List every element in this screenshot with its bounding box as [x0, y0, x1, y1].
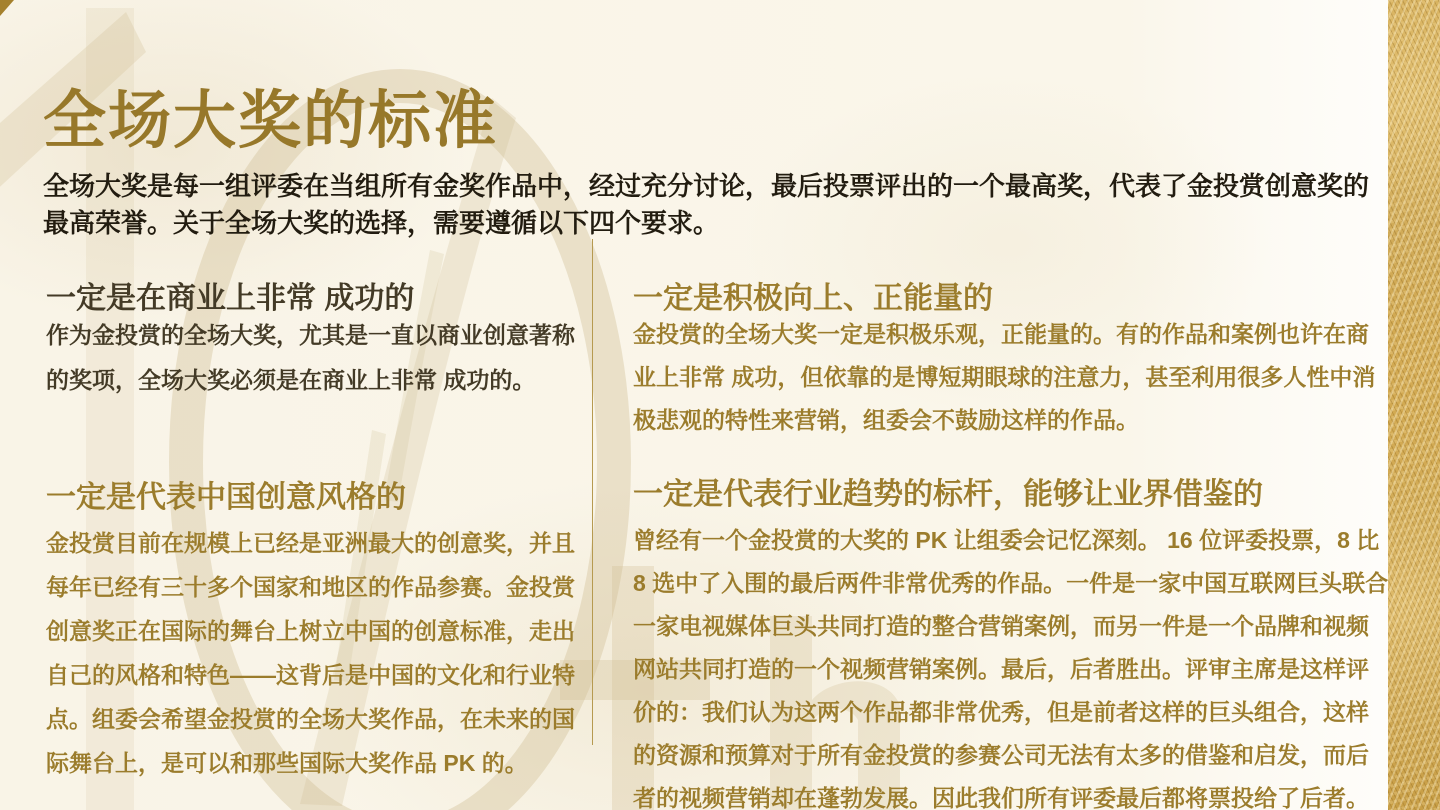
section-heading-industry-trend-benchmark: 一定是代表行业趋势的标杆，能够让业界借鉴的 [633, 477, 1263, 511]
section-body-positive-energy: 金投赏的全场大奖一定是积极乐观，正能量的。有的作品和案例也许在商业上非常 成功，但依靠的是博短期眼球的注意力，甚至利用很多人性中消极悲观的特性来营销，组委会不鼓励这样的作品。 [633, 321, 1376, 433]
section-body-commercial-success: 作为金投赏的全场大奖，尤其是一直以商业创意著称的奖项，全场大奖必须是在商业上非常 成功的。 [46, 322, 575, 393]
intro-paragraph: 全场大奖是每一组评委在当组所有金奖作品中，经过充分讨论，最后投票评出的一个最高奖，代表了金投赏创意奖的最高荣誉。关于全场大奖的选择，需要遵循以下四个要求。 [43, 171, 1370, 238]
corner-accent [0, 0, 14, 16]
section-body-chinese-creative-style: 金投赏目前在规模上已经是亚洲最大的创意奖，并且每年已经有三十多个国家和地区的作品参赛。金投赏创意奖正在国际的舞台上树立中国的创意标准，走出自己的风格和特色——这背后是中国的文化和行业特点。组委会希望金投赏的全场大奖作品，在未来的国际舞台上，是可以和那些国际大奖作品 PK 的。 [46, 530, 575, 776]
section-heading-commercial-success: 一定是在商业上非常 成功的 [46, 281, 415, 315]
gold-foil-edge-strip [1388, 0, 1440, 810]
column-divider [592, 239, 593, 745]
section-body-industry-trend-benchmark: 曾经有一个金投赏的大奖的 PK 让组委会记忆深刻。 16 位评委投票，8 比 8 选中了入围的最后两件非常优秀的作品。一件是一家中国互联网巨头联合一家电视媒体巨头共同打造的整合营销案例，而另一件是一个品牌和视频网站共同打造的一个视频营销案例。最后，后者胜出。评审主席是这样评价的：我们认为这两个作品都非常优秀，但是前者这样的巨头组合，这样的资源和预算对于所有金投赏的参赛公司无法有太多的借鉴和启发，而后者的视频营销却在蓬勃发展。因此我们所有评委最后都将票投给了后者。 [633, 527, 1389, 810]
section-heading-chinese-creative-style: 一定是代表中国创意风格的 [46, 480, 406, 514]
page-title: 全场大奖的标准 [43, 86, 498, 157]
section-heading-positive-energy: 一定是积极向上、正能量的 [633, 281, 993, 315]
